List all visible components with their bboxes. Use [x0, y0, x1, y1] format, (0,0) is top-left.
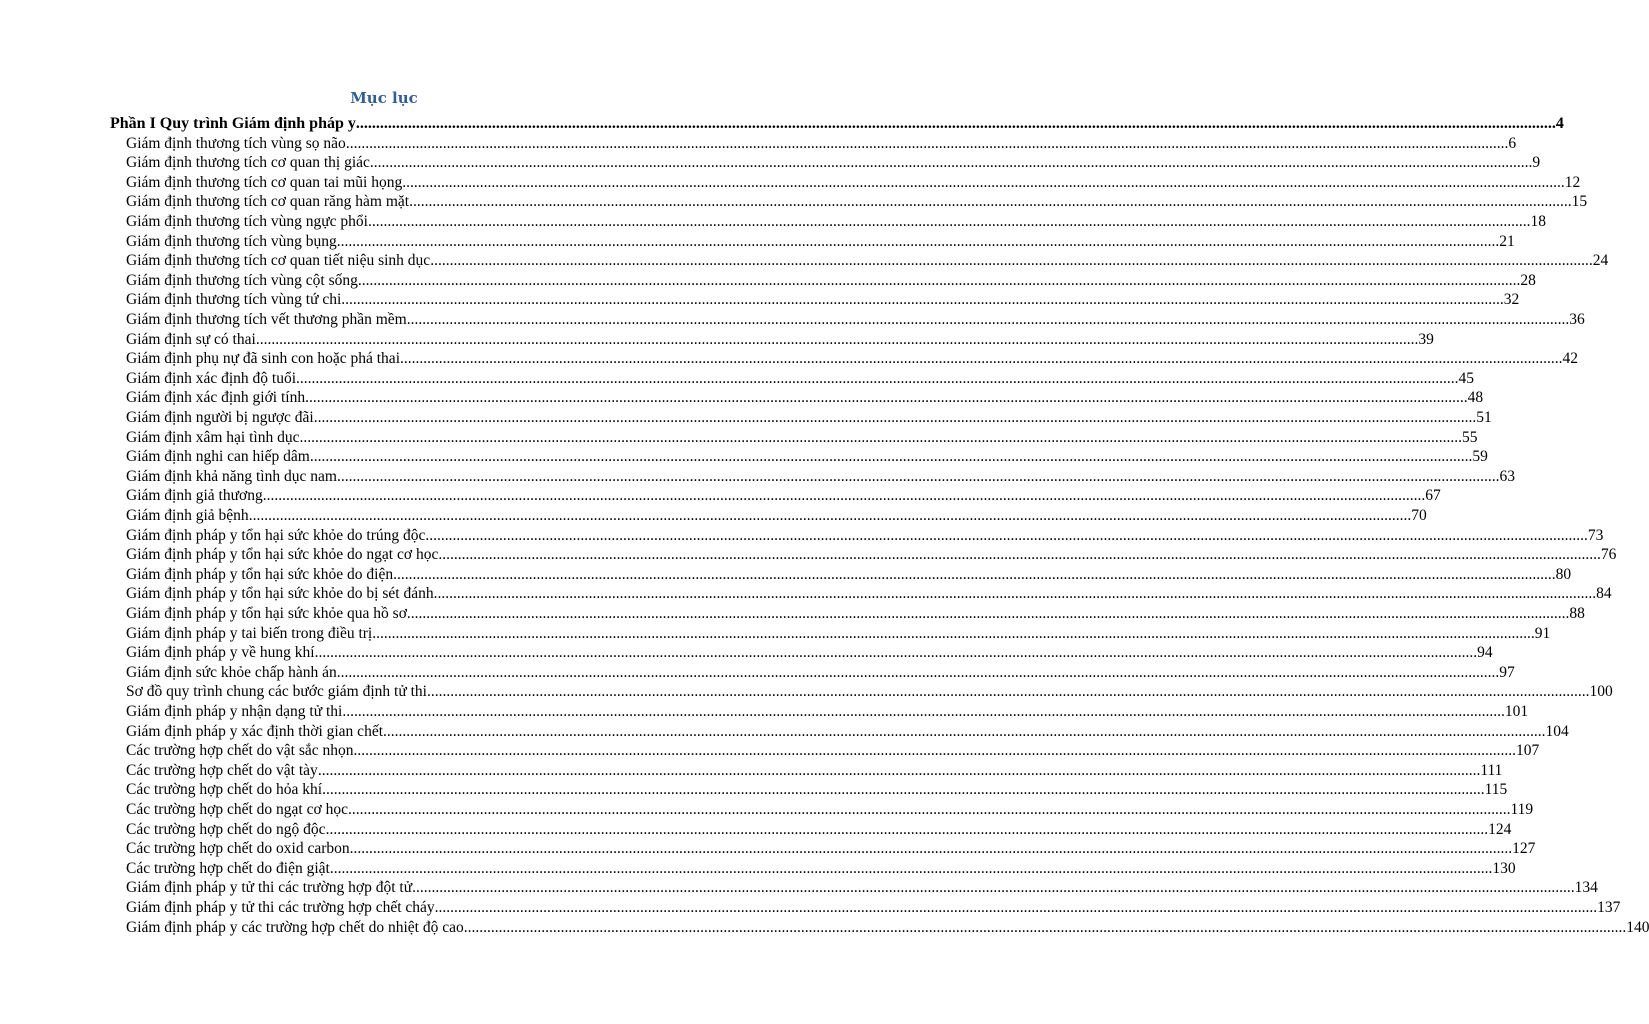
toc-dot-leader: ............................................................................................................................................................................................................................................................................................................	[329, 859, 1493, 877]
toc-page-number: 130	[1492, 859, 1516, 877]
toc-dot-leader: ............................................................................................................................................................................................................................................................................................................	[409, 193, 1572, 211]
toc-dot-leader: ............................................................................................................................................................................................................................................................................................................	[347, 801, 1511, 818]
toc-entry[interactable]	[126, 918, 1649, 938]
toc-dot-leader: ............................................................................................................................................................................................................................................................................................................	[353, 742, 1517, 760]
toc-entry[interactable]	[126, 761, 1503, 781]
toc-entry-title: Giám định thương tích vùng ngực phổi	[126, 213, 368, 230]
toc-dot-leader: ............................................................................................................................................................................................................................................................................................................	[349, 840, 1513, 858]
toc-dot-leader: ............................................................................................................................................................................................................................................................................................................	[369, 154, 1533, 172]
toc-dot-leader: ............................................................................................................................................................................................................................................................................................................	[341, 291, 1504, 309]
toc-page-number: 80	[1555, 565, 1572, 583]
toc-dot-leader: ............................................................................................................................................................................................................................................................................................................	[425, 526, 1588, 544]
toc-entry-title: Giám định thương tích vùng sọ não	[126, 134, 346, 152]
toc-entry[interactable]	[126, 251, 1609, 271]
toc-entry-title: Sơ đồ quy trình chung các bước giám định tử thi	[126, 683, 427, 701]
toc-entry[interactable]	[126, 271, 1536, 291]
toc-entry[interactable]	[126, 643, 1493, 663]
toc-page-number: 39	[1418, 330, 1434, 348]
toc-entry[interactable]	[126, 565, 1572, 585]
toc-entry-title: Giám định khả năng tình dục nam	[126, 467, 337, 485]
toc-entry-title: Giám định sức khỏe chấp hành án	[126, 663, 337, 681]
toc-dot-leader: ............................................................................................................................................................................................................................................................................................................	[357, 271, 1521, 289]
toc-entry-title: Giám định xâm hại tình dục	[126, 428, 300, 446]
toc-entry[interactable]	[126, 173, 1581, 193]
toc-entry[interactable]	[126, 486, 1441, 506]
toc-entry[interactable]	[126, 526, 1604, 546]
toc-page-number: 73	[1587, 526, 1604, 544]
toc-dot-leader: ............................................................................................................................................................................................................................................................................................................	[342, 703, 1505, 720]
toc-page-number: 63	[1499, 467, 1515, 485]
toc-dot-leader: ............................................................................................................................................................................................................................................................................................................	[438, 546, 1601, 564]
toc-entry-title: Các trường hợp chết do điện giật	[126, 859, 330, 877]
toc-entry-title: Giám định giả thương	[126, 487, 263, 505]
toc-entry[interactable]	[126, 722, 1569, 742]
toc-page-number: 6	[1508, 134, 1517, 152]
toc-page-number: 100	[1589, 683, 1613, 701]
toc-page-number: 51	[1476, 409, 1492, 426]
toc-entry-title: Giám định sự có thai	[126, 330, 256, 348]
toc-page-number: 24	[1592, 252, 1609, 270]
toc-entry[interactable]	[126, 369, 1475, 389]
toc-entry-title: Giám định pháp y tổn hại sức khỏe do bị sét đánh	[126, 585, 434, 603]
toc-page-number: 12	[1564, 173, 1581, 191]
toc-page-number: 97	[1499, 663, 1515, 681]
toc-entry-title: Các trường hợp chết do vật sắc nhọn	[126, 742, 354, 760]
toc-entry[interactable]	[126, 741, 1540, 761]
toc-dot-leader: ............................................................................................................................................................................................................................................................................................................	[309, 448, 1473, 466]
toc-page-number: 45	[1458, 369, 1475, 387]
toc-entry-title: Giám định thương tích vùng tứ chi	[126, 291, 342, 309]
toc-entry-title: Giám định giả bệnh	[126, 507, 249, 524]
toc-entry[interactable]	[126, 780, 1508, 800]
toc-page-number: 115	[1484, 781, 1508, 799]
toc-page-number: 70	[1411, 507, 1427, 524]
toc-entry-title: Giám định pháp y tổn hại sức khỏe qua hồ sơ	[126, 605, 407, 622]
toc-entry[interactable]	[126, 134, 1517, 154]
toc-entry[interactable]	[126, 839, 1536, 859]
toc-page-number: 104	[1545, 722, 1569, 740]
toc-dot-leader: ............................................................................................................................................................................................................................................................................................................	[402, 173, 1565, 191]
toc-entry[interactable]	[126, 428, 1478, 448]
toc-entry[interactable]	[126, 310, 1585, 330]
toc-dot-leader: ............................................................................................................................................................................................................................................................................................................	[336, 663, 1500, 681]
toc-entry[interactable]	[126, 859, 1516, 879]
toc-entry-title: Giám định pháp y xác định thời gian chết	[126, 722, 383, 740]
toc-entry-title: Giám định pháp y về hung khí	[126, 644, 315, 662]
toc-entry[interactable]	[126, 447, 1488, 467]
toc-dot-leader: ............................................................................................................................................................................................................................................................................................................	[406, 311, 1570, 328]
toc-dot-leader: ............................................................................................................................................................................................................................................................................................................	[372, 624, 1535, 642]
toc-dot-leader: ............................................................................................................................................................................................................................................................................................................	[314, 644, 1478, 662]
toc-entry-title: Giám định xác định độ tuổi	[126, 369, 297, 387]
toc-dot-leader: ............................................................................................................................................................................................................................................................................................................	[406, 605, 1570, 622]
toc-entry[interactable]	[126, 506, 1427, 526]
toc-entry[interactable]	[126, 408, 1492, 428]
toc-entry-title: Giám định phụ nự đã sinh con hoặc phá thai	[126, 350, 400, 368]
toc-dot-leader: ............................................................................................................................................................................................................................................................................................................	[393, 565, 1556, 583]
toc-page-number: 140	[1626, 918, 1649, 936]
toc-entry[interactable]	[126, 290, 1520, 310]
toc-dot-leader: ............................................................................................................................................................................................................................................................................................................	[322, 781, 1485, 799]
toc-page-number: 36	[1569, 311, 1585, 328]
toc-dot-leader: ............................................................................................................................................................................................................................................................................................................	[299, 428, 1462, 446]
toc-page-number: 88	[1569, 605, 1585, 622]
toc-entry[interactable]	[126, 388, 1484, 408]
toc-dot-leader: ............................................................................................................................................................................................................................................................................................................	[325, 820, 1489, 838]
toc-dot-leader: ............................................................................................................................................................................................................................................................................................................	[412, 879, 1575, 897]
toc-dot-leader: ............................................................................................................................................................................................................................................................................................................	[262, 487, 1426, 505]
toc-dot-leader: ............................................................................................................................................................................................................................................................................................................	[434, 899, 1598, 916]
toc-entry-title: Giám định pháp y tổn hại sức khỏe do ngạt cơ học	[126, 546, 439, 564]
toc-entry-title: Phần I Quy trình Giám định pháp y	[110, 115, 356, 132]
toc-entry-title: Giám định nghi can hiếp dâm	[126, 448, 310, 466]
toc-page-number: 84	[1596, 585, 1612, 603]
toc-entry-title: Giám định pháp y tổn hại sức khỏe do trúng độc	[126, 526, 426, 544]
toc-entry-title: Các trường hợp chết do ngạt cơ học	[126, 801, 348, 818]
toc-dot-leader: ............................................................................................................................................................................................................................................................................................................	[345, 134, 1509, 152]
toc-entry-title: Giám định thương tích cơ quan tai mũi họng	[126, 173, 403, 191]
toc-page-number: 67	[1425, 487, 1441, 505]
toc-page-number: 101	[1504, 703, 1529, 720]
toc-page-number: 91	[1534, 624, 1551, 642]
toc-page-number: 21	[1499, 232, 1515, 250]
toc-entry-title: Giám định pháp y nhận dạng tử thi	[126, 703, 343, 720]
toc-dot-leader: ............................................................................................................................................................................................................................................................................................................	[433, 585, 1597, 603]
toc-entry[interactable]	[126, 702, 1529, 722]
toc-entry[interactable]	[126, 232, 1515, 252]
toc-dot-leader: ............................................................................................................................................................................................................................................................................................................	[383, 722, 1546, 740]
toc-entry-title: Giám định pháp y tai biến trong điều trị	[126, 624, 373, 642]
toc-page-number: 9	[1532, 154, 1541, 172]
toc-entry-title: Giám định thương tích vết thương phần mềm	[126, 311, 407, 328]
toc-page-number: 59	[1472, 448, 1488, 466]
toc-entry-title: Các trường hợp chết do ngộ độc	[126, 820, 326, 838]
toc-page-number: 28	[1520, 271, 1536, 289]
toc-entry-title: Giám định pháp y tử thi các trường hợp đột tử	[126, 879, 413, 897]
toc-dot-leader: ............................................................................................................................................................................................................................................................................................................	[355, 115, 1556, 132]
toc-dot-leader: ............................................................................................................................................................................................................................................................................................................	[426, 683, 1590, 701]
toc-page-number: 48	[1467, 389, 1484, 407]
toc-page-number: 55	[1461, 428, 1478, 446]
toc-page-number: 119	[1510, 801, 1534, 818]
toc-part-entry[interactable]	[110, 114, 1564, 134]
toc-entry[interactable]	[126, 604, 1585, 624]
toc-page-number: 124	[1488, 820, 1512, 838]
toc-entry-title: Giám định pháp y tổn hại sức khỏe do điện	[126, 565, 394, 583]
toc-page-number: 127	[1512, 840, 1536, 858]
toc-entry-title: Giám định pháp y tử thi các trường hợp chết cháy	[126, 899, 435, 916]
toc-entry-title: Giám định người bị ngược đãi	[126, 409, 314, 426]
toc-entry-title: Các trường hợp chết do vật tày	[126, 761, 318, 779]
toc-entry-title: Giám định thương tích cơ quan răng hàm mặt	[126, 193, 410, 211]
toc-dot-leader: ............................................................................................................................................................................................................................................................................................................	[336, 467, 1500, 485]
toc-dot-leader: ............................................................................................................................................................................................................................................................................................................	[400, 350, 1563, 368]
toc-page-number: 32	[1503, 291, 1520, 309]
toc-page-number: 111	[1480, 761, 1503, 779]
toc-heading: Mục lục	[350, 89, 418, 107]
toc-entry[interactable]	[126, 545, 1617, 565]
toc-entry[interactable]	[126, 800, 1534, 820]
toc-entry[interactable]	[126, 584, 1612, 604]
toc-page-number: 137	[1597, 899, 1621, 916]
toc-entry-title: Các trường hợp chết do hỏa khí	[126, 781, 323, 799]
toc-entry-title: Giám định thương tích vùng bụng	[126, 232, 337, 250]
toc-entry[interactable]	[126, 663, 1515, 683]
toc-entry[interactable]	[126, 878, 1598, 898]
toc-dot-leader: ............................................................................................................................................................................................................................................................................................................	[313, 409, 1477, 426]
toc-entry[interactable]	[126, 349, 1578, 369]
toc-dot-leader: ............................................................................................................................................................................................................................................................................................................	[336, 232, 1500, 250]
toc-entry[interactable]	[126, 153, 1541, 173]
toc-entry-title: Giám định pháp y các trường hợp chết do nhiệt độ cao	[126, 918, 464, 936]
toc-entry-title: Các trường hợp chết do oxid carbon	[126, 840, 350, 858]
toc-entry[interactable]	[126, 624, 1551, 644]
toc-dot-leader: ............................................................................................................................................................................................................................................................................................................	[255, 330, 1419, 348]
toc-page-number: 107	[1516, 742, 1540, 760]
toc-entry[interactable]	[126, 467, 1515, 487]
toc-entry[interactable]	[126, 898, 1621, 918]
toc-entry[interactable]	[126, 330, 1434, 350]
toc-page-number: 76	[1600, 546, 1617, 564]
toc-dot-leader: ............................................................................................................................................................................................................................................................................................................	[248, 507, 1412, 524]
toc-entry[interactable]	[126, 682, 1613, 702]
toc-entry[interactable]	[126, 212, 1546, 232]
toc-dot-leader: ............................................................................................................................................................................................................................................................................................................	[430, 252, 1593, 270]
toc-page-number: 4	[1555, 115, 1564, 132]
toc-page-number: 94	[1477, 644, 1493, 662]
toc-entry[interactable]	[126, 192, 1588, 212]
toc-entry[interactable]	[126, 820, 1512, 840]
toc-dot-leader: ............................................................................................................................................................................................................................................................................................................	[296, 369, 1459, 387]
toc-entry-title: Giám định thương tích cơ quan thị giác	[126, 154, 370, 172]
toc-dot-leader: ............................................................................................................................................................................................................................................................................................................	[367, 213, 1531, 230]
toc-dot-leader: ............................................................................................................................................................................................................................................................................................................	[317, 761, 1481, 779]
toc-entry-title: Giám định thương tích cơ quan tiết niệu sinh dục	[126, 252, 431, 270]
toc-page-number: 134	[1574, 879, 1598, 897]
toc-dot-leader: ............................................................................................................................................................................................................................................................................................................	[305, 389, 1468, 407]
toc-dot-leader: ............................................................................................................................................................................................................................................................................................................	[463, 918, 1627, 936]
toc-page-number: 15	[1571, 193, 1588, 211]
toc-entry-title: Giám định thương tích vùng cột sống	[126, 271, 358, 289]
toc-entry-title: Giám định xác định giới tính	[126, 389, 306, 407]
toc-page-number: 42	[1562, 350, 1578, 368]
toc-page-number: 18	[1530, 213, 1546, 230]
